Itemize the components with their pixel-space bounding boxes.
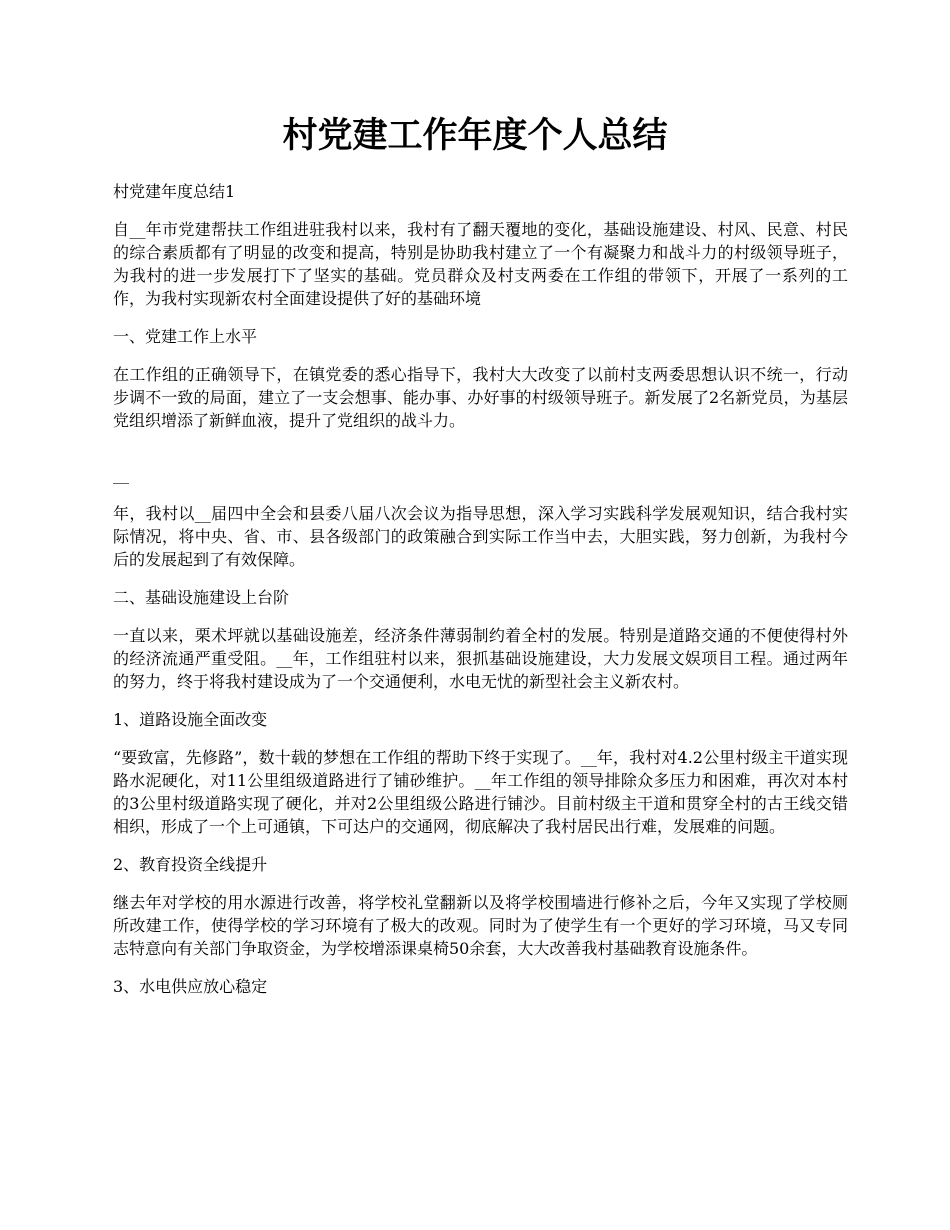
item-1-heading: 1、道路设施全面改变 [113,710,268,729]
item-2-heading: 2、教育投资全线提升 [113,855,268,874]
section-2-paragraph: 一直以来，栗术坪就以基础设施差，经济条件薄弱制约着全村的发展。特别是道路交通的不便使得村外的经济流通严重受阻。__年，工作组驻村以来，狠抓基础设施建设，大力发展文娱项目工程。通过两年的努力，终于将我村建设成为了一个交通便利，水电无忧的新型社会主义新农村。 [113,626,848,691]
document-title: 村党建工作年度个人总结 [282,115,668,156]
item-2-paragraph: 继去年对学校的用水源进行改善，将学校礼堂翻新以及将学校围墙进行修补之后，今年又实现了学校厕所改建工作，使得学校的学习环境有了极大的改观。同时为了使学生有一个更好的学习环境，马又专同志特意向有关部门争取资金，为学校增添课桌椅50余套，大大改善我村基础教育设施条件。 [113,893,848,958]
item-1-paragraph: “要致富，先修路”，数十载的梦想在工作组的帮助下终于实现了。__年，我村对4.2公里村级主干道实现路水泥硬化，对11公里组级道路进行了铺砂维护。__年工作组的领导排除众多压力和困难，再次对本村的3公里村级道路实现了硬化，并对2公里组级公路进行铺沙。目前村级主干道和贯穿全村的古王线交错相织，形成了一个上可通镇，下可达户的交通网，彻底解决了我村居民出行难，发展难的问题。 [113,748,848,836]
intro-paragraph: 自__年市党建帮扶工作组进驻我村以来，我村有了翻天覆地的变化，基础设施建设、村风、民意、村民的综合素质都有了明显的改变和提高，特别是协助我村建立了一个有凝聚力和战斗力的村级领导班子，为我村的进一步发展打下了坚实的基础。党员群众及村支两委在工作组的带领下，开展了一系列的工作，为我村实现新农村全面建设提供了好的基础环境 [113,220,848,308]
item-3-heading: 3、水电供应放心稳定 [113,977,268,996]
section-1-paragraph: 在工作组的正确领导下，在镇党委的悉心指导下，我村大大改变了以前村支两委思想认识不统一，行动步调不一致的局面，建立了一支会想事、能办事、办好事的村级领导班子。新发展了2名新党员，为基层党组织增添了新鲜血液，提升了党组织的战斗力。 [113,365,848,430]
section-1-paragraph-2: 年，我村以__届四中全会和县委八届八次会议为指导思想，深入学习实践科学发展观知识，结合我村实际情况，将中央、省、市、县各级部门的政策融合到实际工作当中去，大胆实践，努力创新，为我村今后的发展起到了有效保障。 [113,504,848,569]
section-1-heading: 一、党建工作上水平 [113,327,258,346]
section-2-heading: 二、基础设施建设上台阶 [113,588,290,607]
document-body [113,180,848,998]
blank-year-line: __ [113,465,129,484]
document-subtitle: 村党建年度总结1 [113,182,236,201]
